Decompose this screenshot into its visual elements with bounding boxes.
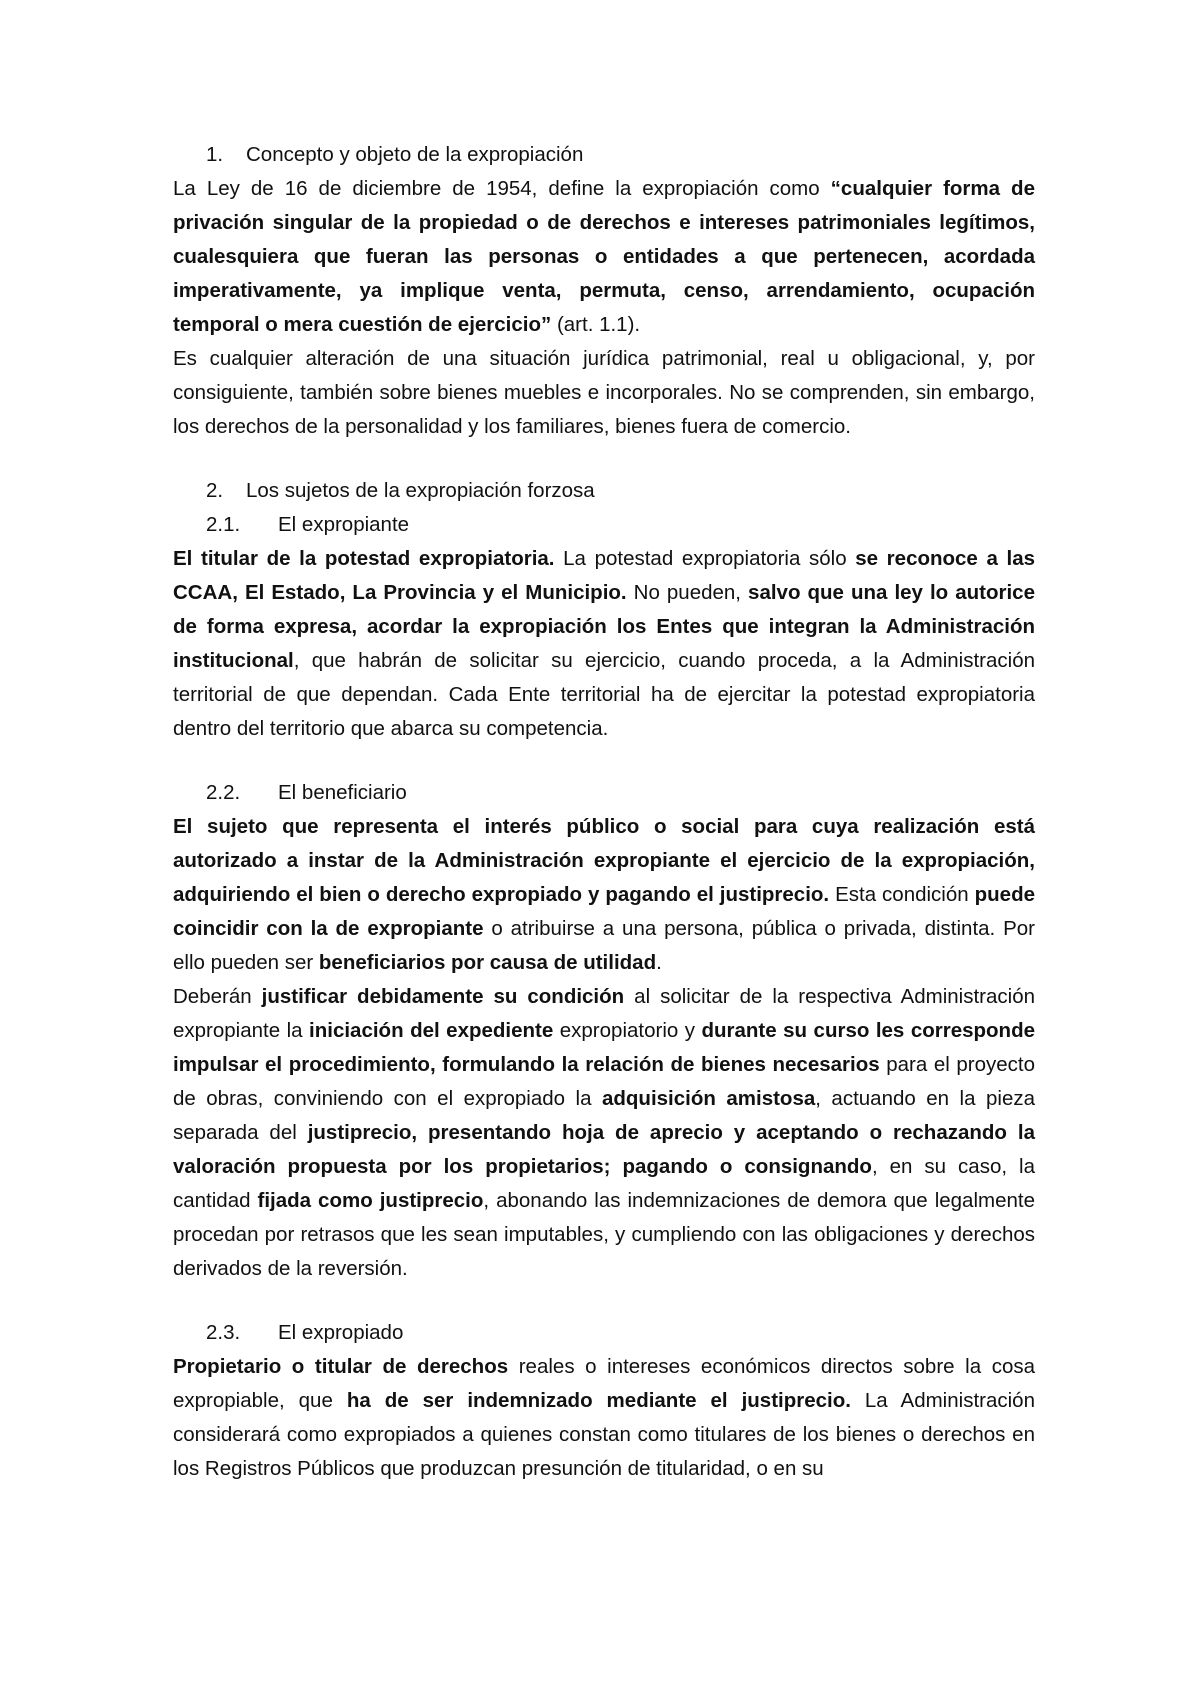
text-run: (art. 1.1). [551,313,641,336]
bold-run: justificar debidamente su condición [261,985,625,1008]
spacer [173,444,1035,474]
section-title: Los sujetos de la expropiación forzosa [246,479,595,502]
section-title: El expropiante [278,513,410,536]
bold-run: salvo que una ley lo autorice de forma expresa, acordar la expropiación los Entes que integran la Administración institucional [173,581,1035,672]
paragraph-1-2: Es cualquier alteración de una situación jurídica patrimonial, real u obligacional, y, por consiguiente, también sobre bienes muebles e incorporales. No se comprenden, sin embargo, los derechos de la personalidad y los familiares, bienes fuera de comercio. [173,347,1035,438]
text-run: al solicitar de la respectiva Administración expropiante la [173,985,1036,1042]
text-run: , abonando las indemnizaciones de demora que legalmente procedan por retrasos que les sean imputables, y cumpliendo con las obligaciones y derechos derivados de la reversión. [173,1189,1035,1280]
bold-run: El sujeto que representa el interés público o social para cuya realización está autorizado a instar de la Administración expropiante el ejercicio de la expropiación, adquiriendo el bien o derecho expropiado y pagando el justiprecio. [173,815,1035,906]
section-heading-2-2 [173,776,1035,810]
bold-run: beneficiarios por causa de utilidad [318,951,657,974]
section-title: El beneficiario [278,781,407,804]
section-heading-2-3 [173,1316,1035,1350]
section-number: 2.2. [206,781,241,804]
section-heading-2-1 [173,508,1035,542]
bold-run: Propietario o titular de derechos [173,1355,509,1378]
bold-run: ha de ser indemnizado mediante el justiprecio. [346,1389,851,1412]
bold-run: durante su curso les corresponde impulsar el procedimiento, formulando la relación de bienes necesarios [173,1019,1035,1076]
text-run: La Ley de 16 de diciembre de 1954, define la expropiación como [173,177,831,200]
section-number: 1. [206,143,224,166]
text-run: La potestad expropiatoria sólo [554,547,856,570]
bold-run: fijada como justiprecio [257,1189,484,1212]
text-run: expropiatorio y [553,1019,702,1042]
paragraph-2-3 [173,1350,1035,1486]
spacer [173,1286,1035,1316]
section-number: 2.3. [206,1321,241,1344]
paragraph-2-1 [173,542,1035,746]
bold-run: puede coincidir con la de expropiante [173,883,1035,940]
paragraph-2-2-1 [173,810,1035,980]
bold-run: “cualquier forma de privación singular de la propiedad o de derechos e intereses patrimoniales legítimos, cualesquiera que fueran las personas o entidades a que pertenecen, acordada imperativamente, ya implique venta, permuta, censo, arrendamiento, ocupación temporal o mera cuestión de ejercicio” [173,177,1035,336]
text-run: , actuando en la pieza separada del [173,1087,1035,1144]
text-run: , en su caso, la cantidad [173,1155,1035,1212]
paragraph-2-2-2 [173,980,1035,1286]
text-run: No pueden, [626,581,749,604]
bold-run: iniciación del expediente [309,1019,554,1042]
bold-run: adquisición amistosa [601,1087,816,1110]
section-number: 2.1. [206,513,241,536]
text-run: , que habrán de solicitar su ejercicio, cuando proceda, a la Administración territorial de que dependan. Cada Ente territorial ha de ejercitar la potestad expropiatoria dentro del territorio que abarca su competencia. [173,649,1035,740]
text-run: Deberán [173,985,262,1008]
section-title: El expropiado [278,1321,404,1344]
section-heading-2 [173,474,1035,508]
text-run: para el proyecto de obras, conviniendo con el expropiado la [173,1053,1036,1110]
section-number: 2. [206,479,224,502]
bold-run: se reconoce a las CCAA, El Estado, La Provincia y el Municipio. [173,547,1035,604]
text-run: . [656,951,662,974]
bold-run: justiprecio, presentando hoja de aprecio y aceptando o rechazando la valoración propuesta por los propietarios; pagando o consignando [173,1121,1035,1178]
text-run: reales o intereses económicos directos sobre la cosa expropiable, que [173,1355,1036,1412]
spacer [173,746,1035,776]
text-run: La Administración considerará como expropiados a quienes constan como titulares de los bienes o derechos en los Registros Públicos que produzcan presunción de titularidad, o en su [173,1389,1035,1480]
section-heading-1 [173,138,1035,172]
section-title: Concepto y objeto de la expropiación [246,143,584,166]
paragraph-1-1 [173,172,1035,342]
text-run: o atribuirse a una persona, pública o privada, distinta. Por ello pueden ser [173,917,1035,974]
text-run: Esta condición [829,883,975,906]
bold-run: El titular de la potestad expropiatoria. [173,547,555,570]
